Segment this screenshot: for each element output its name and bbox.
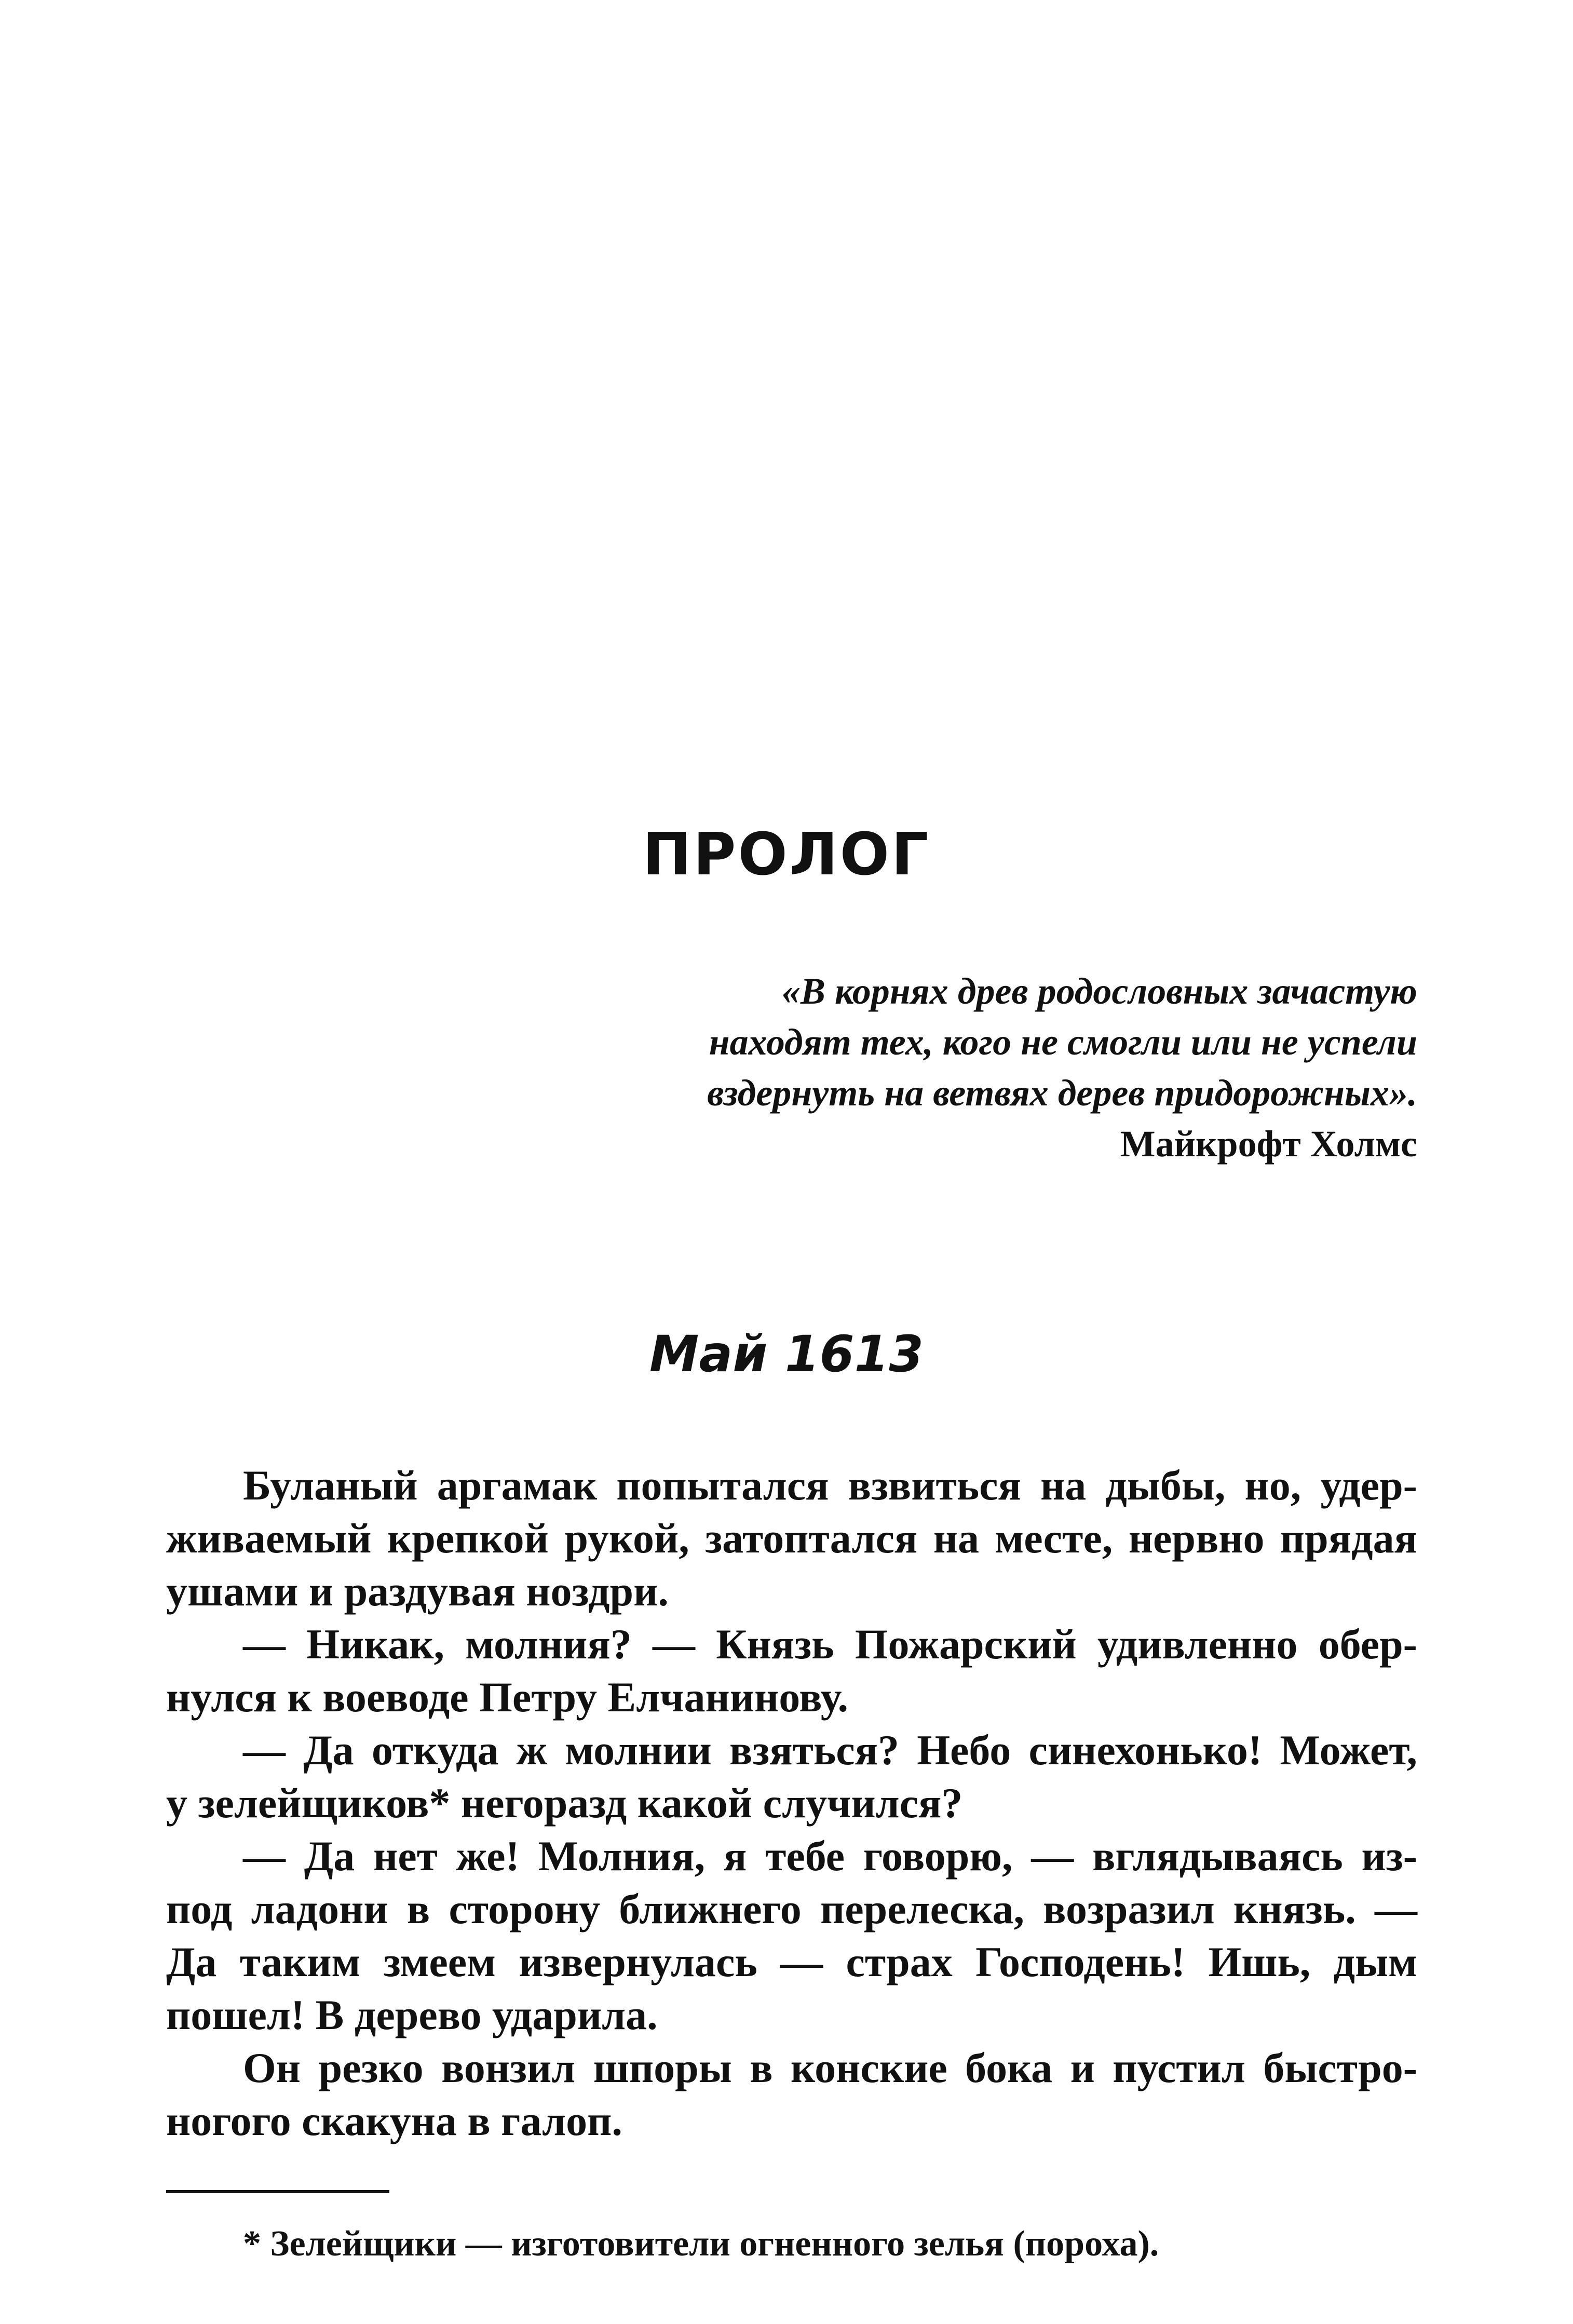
paragraph	[166, 2042, 1417, 2147]
text-line: пошел! В дерево ударила.	[166, 1991, 658, 2038]
text-line: нулся к воеводе Петру Елчанинову.	[166, 1673, 848, 1721]
chapter-title: ПРОЛОГ	[642, 821, 931, 888]
epigraph-author: Майкрофт Холмс	[1120, 1123, 1417, 1165]
section-date: Май 1613	[649, 1325, 924, 1383]
text-line: живаемый крепкой рукой, затоптался на месте, нервно прядая	[166, 1515, 1417, 1562]
text-line: — Никак, молния? — Князь Пожарский удивленно обер-	[243, 1620, 1417, 1668]
epigraph-line: находят тех, кого не смогли или не успели	[709, 1021, 1417, 1063]
body-text	[166, 1459, 1417, 2147]
footnote: * Зелейщики — изготовители огненного зелья (пороха).	[243, 2224, 1159, 2264]
text-line: Буланый аргамак попытался взвиться на дыбы, но, удер-	[243, 1462, 1417, 1509]
text-line: ушами и раздувая ноздри.	[166, 1568, 669, 1615]
epigraph-line: «В корнях древ родословных зачастую	[781, 970, 1417, 1012]
text-line: — Да откуда ж молнии взяться? Небо синехонько! Может,	[243, 1726, 1417, 1774]
paragraph	[166, 1618, 1417, 1724]
text-line: — Да нет же! Молния, я тебе говорю, — вглядываясь из-	[243, 1832, 1417, 1880]
text-line: Он резко вонзил шпоры в конские бока и пустил быстро-	[243, 2044, 1417, 2091]
paragraph	[166, 1459, 1417, 1618]
text-line: под ладони в сторону ближнего перелеска, возразил князь. —	[166, 1885, 1417, 1933]
text-line: у зелейщиков* негоразд какой случился?	[166, 1779, 963, 1827]
paragraph	[166, 1830, 1417, 2042]
footnote-divider	[166, 2190, 389, 2193]
paragraph	[166, 1724, 1417, 1830]
text-line: ногого скакуна в галоп.	[166, 2097, 622, 2144]
epigraph-line: вздернуть на ветвях дерев придорожных».	[707, 1072, 1417, 1114]
epigraph	[587, 966, 1417, 1118]
text-line: Да таким змеем извернулась — страх Господень! Ишь, дым	[166, 1938, 1417, 1985]
